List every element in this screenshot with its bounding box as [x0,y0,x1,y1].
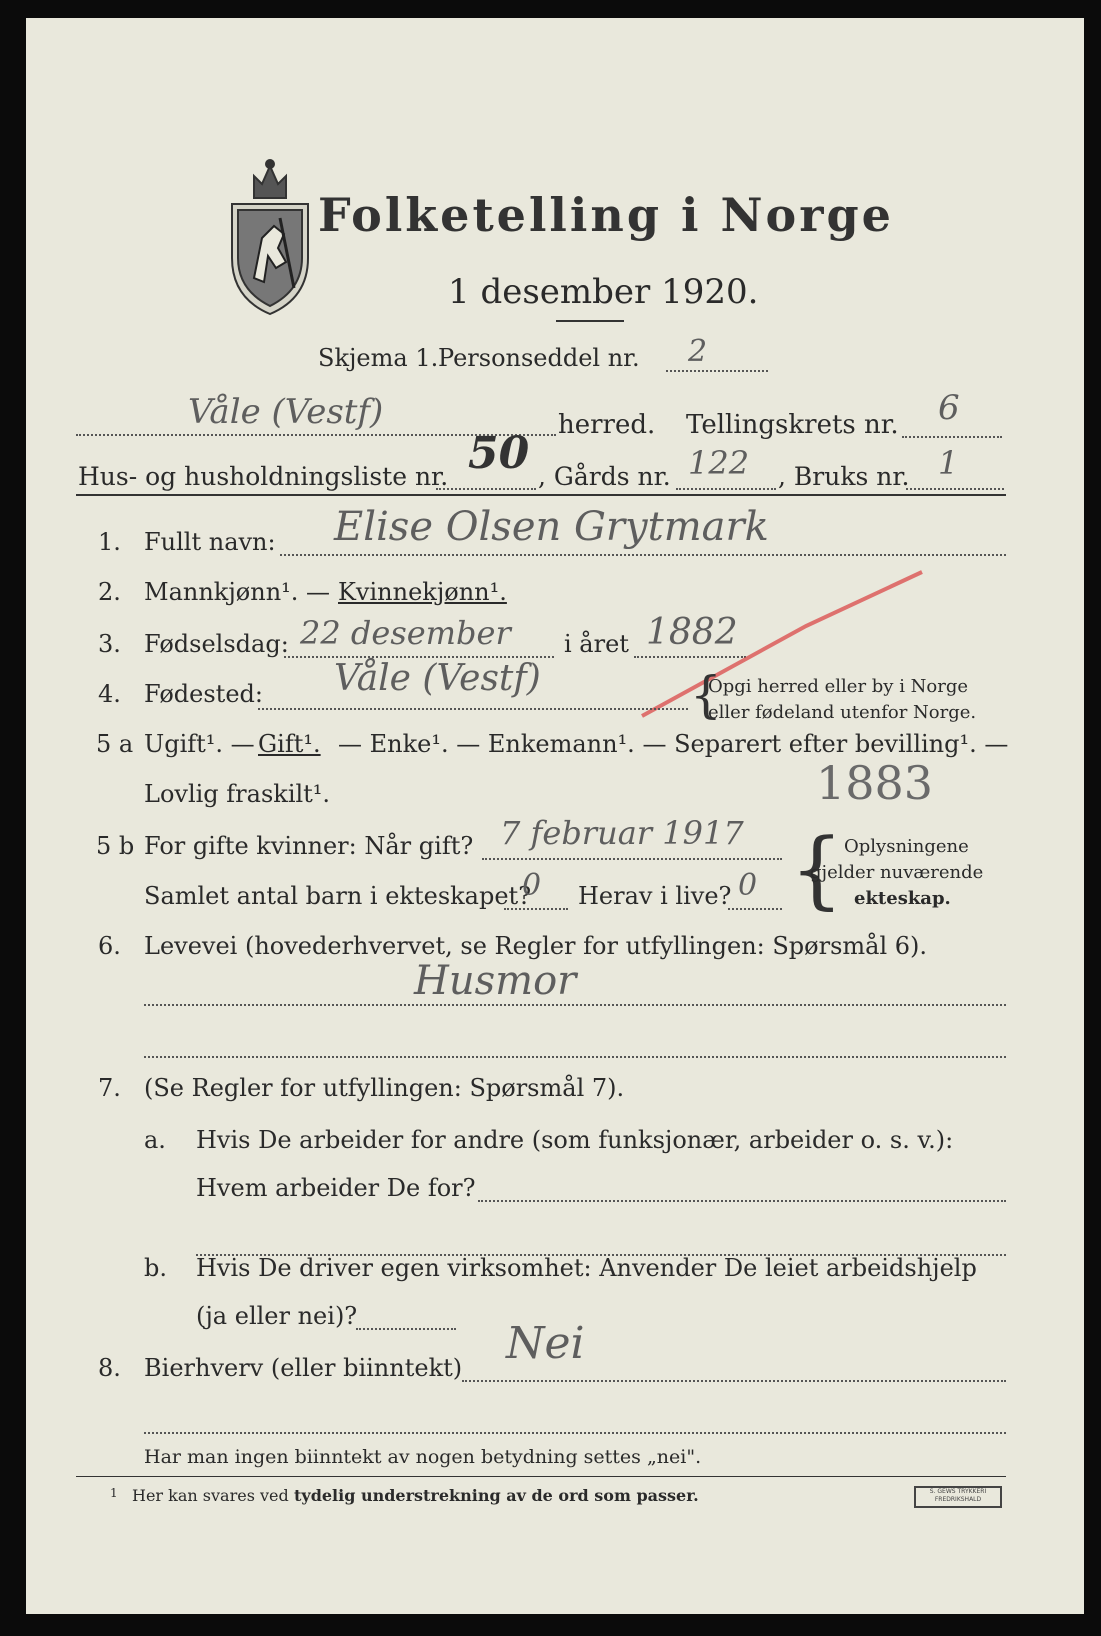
tellingskrets-value[interactable]: 6 [938,388,960,428]
female-option-selected[interactable]: Kvinnekjønn¹. [338,578,507,606]
bruks-value[interactable]: 1 [938,444,959,482]
q4-brace: { [690,666,722,724]
married-date-line [482,858,782,860]
q5b-brace: { [790,820,844,918]
marital-other-options[interactable]: — Enke¹. — Enkemann¹. — Separert efter bevilling¹. — [338,730,1009,758]
form-title: Folketelling i Norge [318,188,894,242]
divorced-option[interactable]: Lovlig fraskilt¹. [144,780,331,808]
header-divider [76,494,1006,496]
unmarried-option[interactable]: Ugift¹. — [144,730,255,758]
q8-number: 8. [98,1354,121,1382]
title-divider [556,320,624,322]
hired-help-label: (ja eller nei)? [196,1302,358,1330]
alive-label: Herav i live? [578,882,732,910]
full-name-line [280,554,1006,556]
census-form-sheet [26,18,1084,1614]
hired-help-line[interactable] [356,1328,456,1330]
personseddel-label: Personseddel nr. [438,344,640,372]
q1-number: 1. [98,528,121,556]
bruks-label: , Bruks nr. [778,462,910,491]
alive-line [728,908,782,910]
birth-year-value[interactable]: 1882 [646,612,738,653]
birthplace-line [258,708,688,710]
q5b-number: 5 b [96,832,135,860]
q7b-letter: b. [144,1254,167,1282]
husliste-line [436,488,536,490]
male-option[interactable]: Mannkjønn¹. — [144,578,331,606]
personseddel-value[interactable]: 2 [688,334,708,369]
tellingskrets-line [902,436,1002,438]
q1-label: Fullt navn: [144,528,276,556]
q7a-letter: a. [144,1126,166,1154]
herred-value[interactable]: Våle (Vestf) [188,392,384,432]
marriage-note-line3: ekteskap. [854,888,951,909]
birthday-value[interactable]: 22 desember [300,614,511,652]
husliste-label: Hus- og husholdningsliste nr. [78,462,449,491]
tellingskrets-label: Tellingskrets nr. [686,410,899,440]
married-when-label: For gifte kvinner: Når gift? [144,832,474,860]
q7a-text: Hvis De arbeider for andre (som funksjonær, arbeider o. s. v.): [196,1126,954,1154]
norwegian-coat-of-arms-icon [224,158,316,318]
side-income-label: Bierhverv (eller biinntekt) [144,1354,463,1382]
footnote-bold-text: tydelig understrekning av de ord som passer. [294,1486,699,1505]
q7-number: 7. [98,1074,121,1102]
q4-label: Fødested: [144,680,263,708]
marriage-note-line2: gjelder nuværende [810,862,984,883]
q2-number: 2. [98,578,121,606]
alive-value[interactable]: 0 [738,868,758,903]
birthplace-note-line1: Opgi herred eller by i Norge [708,676,969,697]
q4-number: 4. [98,680,121,708]
gards-label: , Gårds nr. [538,462,671,491]
side-income-line [462,1380,1006,1382]
footnote-text: Her kan svares ved [132,1486,289,1505]
children-value[interactable]: 0 [522,868,542,903]
marriage-note-line1: Oplysningene [844,836,969,857]
occupation-line [144,1004,1006,1006]
herred-label: herred. [558,410,656,440]
full-name-value[interactable]: Elise Olsen Grytmark [334,504,769,550]
occupation-line-2 [144,1056,1006,1058]
q3-number: 3. [98,630,121,658]
side-income-note: Har man ingen biinntekt av nogen betydning settes „nei". [144,1446,702,1468]
q5a-number: 5 a [96,730,134,758]
occupation-value[interactable]: Husmor [414,958,577,1004]
married-option-selected[interactable]: Gift¹. [258,730,321,758]
year-annotation: 1883 [816,756,934,810]
skjema-label: Skjema 1. [318,344,439,372]
children-line [504,908,568,910]
q3-label: Fødselsdag: [144,630,289,658]
side-income-line-2 [144,1432,1006,1434]
children-label: Samlet antal barn i ekteskapet? [144,882,532,910]
side-income-value[interactable]: Nei [506,1318,585,1369]
year-label: i året [564,630,629,658]
husliste-value[interactable]: 50 [468,428,530,479]
footer-divider [76,1476,1006,1477]
q7b-text: Hvis De driver egen virksomhet: Anvender De leiet arbeidshjelp [196,1254,977,1282]
gards-value[interactable]: 122 [688,444,750,482]
census-date: 1 desember 1920. [448,272,759,312]
printer-stamp: S. GEWS TRYKKERI FREDRIKSHALD [914,1486,1002,1508]
q7-label: (Se Regler for utfyllingen: Spørsmål 7). [144,1074,625,1102]
birthplace-note-line2: eller fødeland utenfor Norge. [708,702,977,723]
bruks-line [906,488,1004,490]
employer-label: Hvem arbeider De for? [196,1174,476,1202]
q6-number: 6. [98,932,121,960]
birthplace-value[interactable]: Våle (Vestf) [334,658,541,699]
occupation-label: Levevei (hovederhvervet, se Regler for utfyllingen: Spørsmål 6). [144,932,928,960]
employer-line[interactable] [478,1200,1006,1202]
married-date-value[interactable]: 7 februar 1917 [500,814,744,852]
personseddel-line [666,370,768,372]
footnote-marker: 1 [110,1486,118,1500]
gards-line [676,488,776,490]
